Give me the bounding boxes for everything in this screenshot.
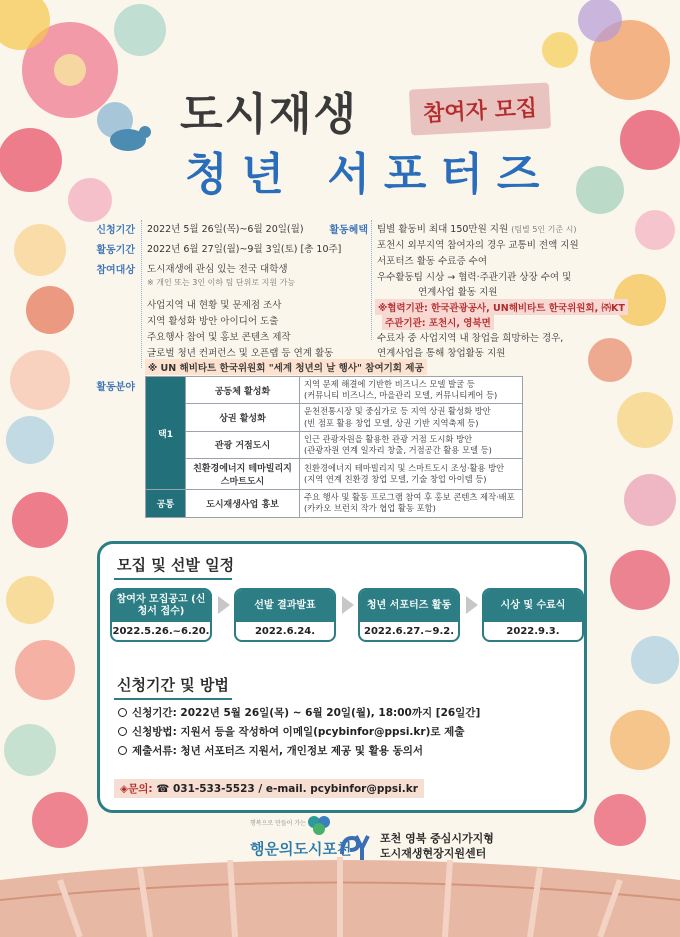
task-4: 글로벌 청년 컨퍼런스 및 오픈랩 등 연계 활동 — [147, 348, 334, 359]
table-row — [146, 431, 523, 458]
table-row — [146, 490, 523, 517]
benefit-1 — [377, 221, 577, 235]
schedule-step-4 — [482, 588, 584, 642]
benefit-2: 포천시 외부지역 참여자의 경우 교통비 전액 지원 — [377, 240, 579, 251]
schedule-step-3 — [358, 588, 460, 642]
benefit-3: 서포터즈 활동 수료증 수여 — [377, 256, 488, 267]
activity-desc-line: (빈 점포 활용 창업 모델, 상권 기반 지역축제 등) — [304, 417, 479, 428]
contact-value: ☎ 031-533-5523 / e-mail. pcybinfor@ppsi.kr — [156, 783, 418, 795]
activity-name: 친환경에너지 테마빌리지 스마트도시 — [186, 459, 300, 490]
activity-desc-line: 운천전통시장 및 중심가로 등 지역 상권 활성화 방안 — [304, 406, 491, 417]
step-date: 2022.9.3. — [506, 625, 560, 637]
table-row — [146, 459, 523, 490]
benefit-label: 활동혜택 — [329, 225, 368, 236]
table-row — [146, 377, 523, 404]
activity-desc-line: 주요 행사 및 활동 프로그램 참여 후 홍보 콘텐츠 제작·배포 — [304, 492, 515, 503]
activity-desc — [300, 459, 523, 490]
activity-desc — [300, 490, 523, 517]
apply-value: 2022년 5월 26일(목)~6월 20일(월) — [147, 224, 304, 235]
activity-desc-line: (지역 연계 친환경 창업 모델, 기술 창업 아이템 등) — [304, 474, 487, 485]
benefit-1-note: (팀별 5인 기준 시) — [511, 225, 577, 234]
step-label: 청년 서포터즈 활동 — [360, 590, 458, 622]
schedule-title: 모집 및 선발 일정 — [117, 556, 235, 574]
circle-bullet-icon — [118, 746, 127, 755]
separator-right — [371, 220, 372, 340]
center-name-line1: 포천 영북 중심시가지형 — [380, 832, 494, 845]
method-line-text: 신청기간: 2022년 5월 26일(목) ~ 6월 20일(월), 18:00까지 [26일간] — [132, 707, 481, 719]
activity-desc-line: (커뮤니티 비즈니스, 마을관리 모델, 커뮤니티케어 등) — [304, 390, 498, 401]
circle-bullet-icon — [118, 727, 127, 736]
task-3: 주요행사 참여 및 홍보 콘텐츠 제작 — [147, 332, 291, 343]
step-date: 2022.6.24. — [254, 625, 316, 637]
activity-name: 관광 거점도시 — [186, 431, 300, 458]
field-label: 활동분야 — [96, 382, 135, 393]
separator-left — [141, 220, 142, 368]
step-label: 참여자 모집공고 (신청서 접수) — [112, 590, 210, 622]
method-title-underline — [114, 698, 232, 700]
title-badge: 참여자 모집 — [409, 82, 551, 135]
activity-desc-line: 지역 문제 해결에 기반한 비즈니스 모델 발굴 등 — [304, 379, 475, 389]
schedule-step-1 — [110, 588, 212, 642]
target-value: 도시재생에 관심 있는 전국 대학생 — [147, 264, 288, 275]
activity-desc-line: 친환경에너지 테마빌리지 및 스마트도시 조성·활용 방안 — [304, 462, 505, 473]
target-label: 참여대상 — [96, 265, 135, 276]
un-note: ※ UN 해비타트 한국위원회 "세계 청년의 날 행사" 참여기회 제공 — [145, 359, 427, 375]
schedule-title-underline — [114, 578, 232, 580]
center-name-line2: 도시재생현장지원센터 — [380, 846, 487, 860]
logo-tagline: 행복으로 만들어 가는 — [250, 820, 306, 827]
method-line-text: 제출서류: 청년 서포터즈 지원서, 개인정보 제공 및 활용 동의서 — [132, 745, 424, 757]
activity-name: 상권 활성화 — [186, 404, 300, 431]
step-label: 선발 결과발표 — [236, 590, 334, 622]
target-note: ※ 개인 또는 3인 이하 팀 단위로 지원 가능 — [147, 278, 296, 287]
table-row — [146, 404, 523, 431]
benefit-1-text: 팀별 활동비 최대 150만원 지원 — [377, 224, 509, 235]
arrow-right-icon — [466, 596, 478, 614]
apply-label: 신청기간 — [96, 225, 135, 236]
contact-lead: ◈문의: — [120, 783, 153, 795]
activity-desc-line: (카카오 브런치 작가 협업 활동 포함) — [304, 503, 436, 514]
logo-city-name: 행운의도시포천 — [250, 840, 352, 858]
partners-1: ※협력기관: 한국관광공사, UN해비타트 한국위원회, ㈜KT — [375, 299, 628, 315]
step-label: 시상 및 수료식 — [484, 590, 582, 622]
activity-name: 도시재생사업 홍보 — [186, 490, 300, 517]
method-title: 신청기간 및 방법 — [117, 676, 229, 694]
activity-period-label: 활동기간 — [96, 245, 135, 256]
activity-table — [145, 376, 523, 518]
arrow-right-icon — [218, 596, 230, 614]
circle-bullet-icon — [118, 708, 127, 717]
benefit-4b: 연계사업 활동 지원 — [418, 287, 498, 298]
group-common: 공통 — [146, 490, 186, 517]
activity-desc — [300, 404, 523, 431]
activity-name: 공동체 활성화 — [186, 377, 300, 404]
schedule-step-2 — [234, 588, 336, 642]
contact-info — [114, 779, 424, 798]
center-logo-icon — [338, 832, 374, 864]
activity-period-value: 2022년 6월 27일(월)~9월 3일(토) [총 10주] — [147, 244, 342, 255]
clover-icon — [306, 814, 332, 836]
method-line — [118, 724, 464, 739]
arrow-right-icon — [342, 596, 354, 614]
title-main: 도시재생 — [180, 89, 359, 140]
task-1: 사업지역 내 현황 및 문제점 조사 — [147, 300, 282, 311]
activity-desc-line: (관광자원 연계 일자리 창출, 거점공간 활용 모델 등) — [304, 444, 492, 455]
method-line-text: 신청방법: 지원서 등을 작성하여 이메일(pcybinfor@ppsi.kr)로 제출 — [132, 726, 465, 738]
benefit-5: 수료자 중 사업지역 내 창업을 희망하는 경우, — [377, 333, 564, 344]
partners-2: 주관기관: 포천시, 영북면 — [382, 314, 494, 330]
task-2: 지역 활성화 방안 아이디어 도출 — [147, 316, 279, 327]
title-sub: 청년 서포터즈 — [185, 149, 554, 200]
step-date: 2022.6.27.~9.2. — [364, 625, 454, 637]
step-date: 2022.5.26.~6.20. — [112, 625, 210, 637]
center-name — [380, 832, 494, 862]
benefit-4: 우수활동팀 시상 → 협력·주관기관 상장 수여 및 — [377, 272, 572, 283]
activity-desc-line: 인근 관광자원을 활용한 관광 거점 도시화 방안 — [304, 433, 473, 444]
activity-desc — [300, 377, 523, 404]
benefit-5b: 연계사업을 통해 창업활동 지원 — [377, 348, 506, 359]
method-line — [118, 705, 480, 720]
activity-desc — [300, 431, 523, 458]
method-line — [118, 743, 423, 758]
group-choose-one: 택1 — [146, 377, 186, 490]
